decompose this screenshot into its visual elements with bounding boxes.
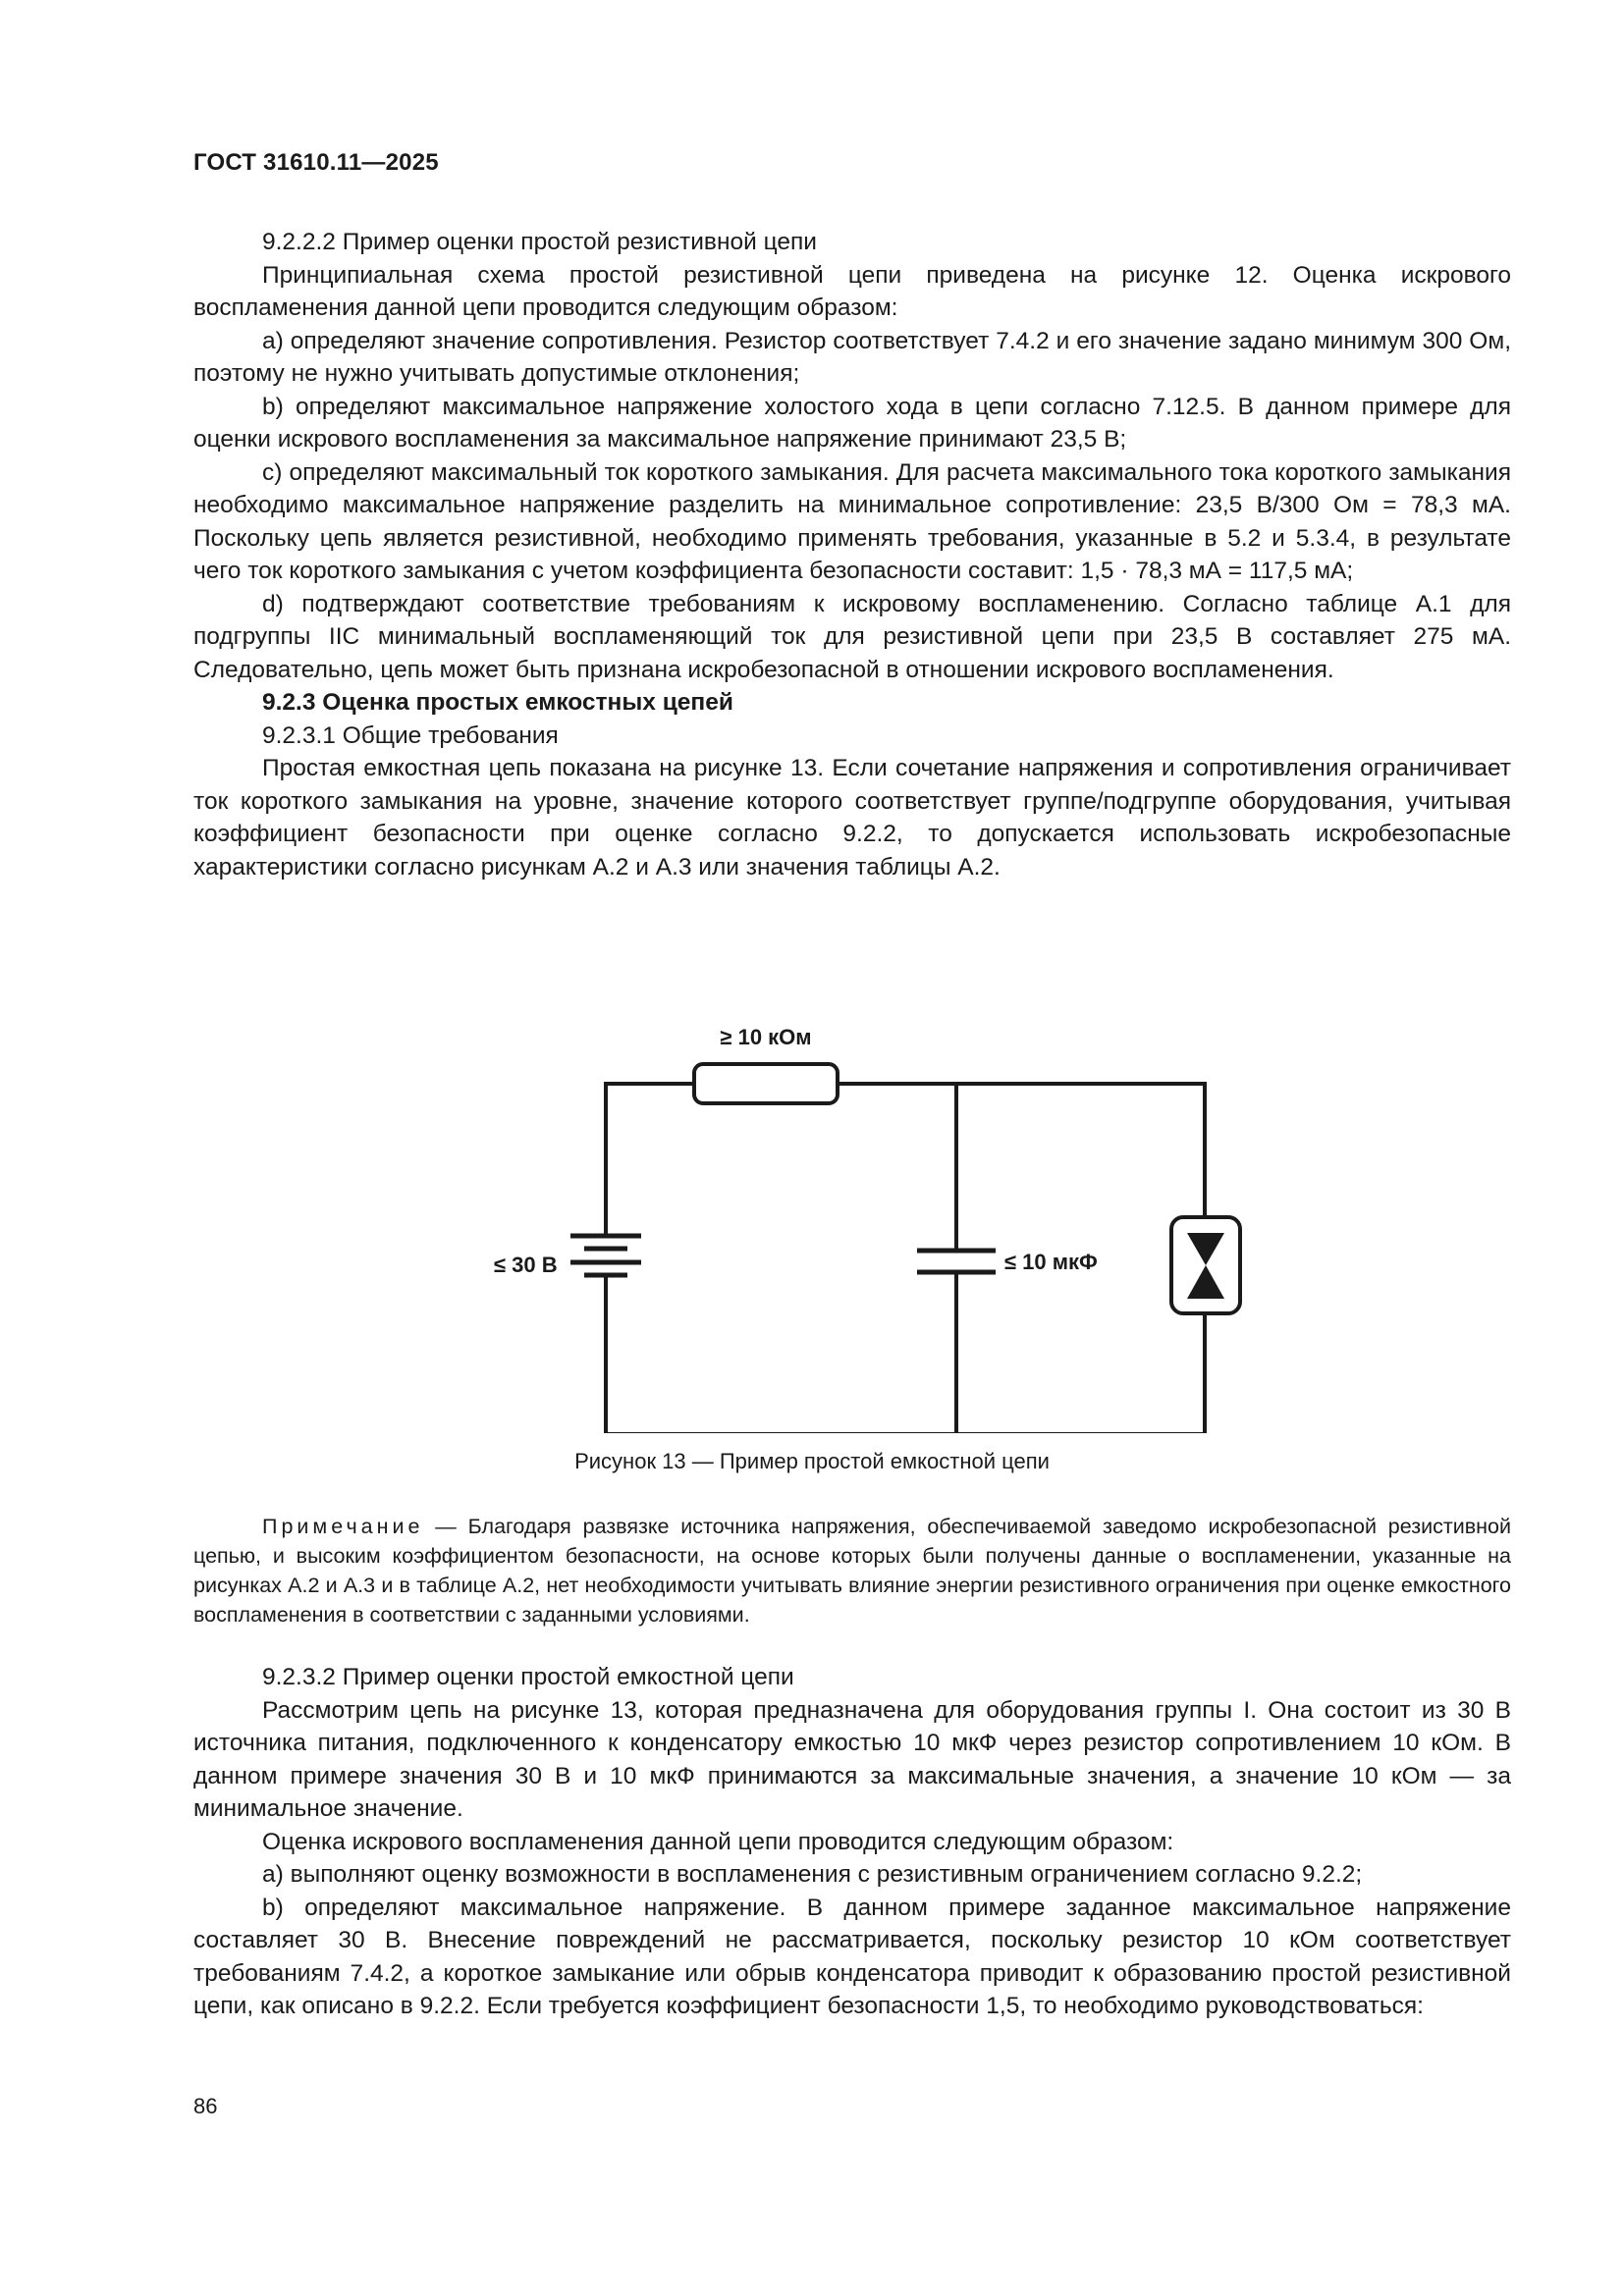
- list-item: c) определяют максимальный ток короткого замыкания. Для расчета максимального тока короткого замыкания необходимо максимальное напряжение разделить на минимальное сопротивление: 23,5 В/300 Ом = 78,3 мА. Поскольку цепь является резистивной, необходимо применять требования, указанные в 5.2 и 5.3.4, в результате чего ток короткого замыкания с учетом коэффициента безопасности составит: 1,5 · 78,3 мА = 117,5 мА;: [193, 458, 1511, 584]
- page-number: 86: [193, 2094, 218, 2118]
- list-item: a) выполняют оценку возможности в воспламенения с резистивным ограничением согласно 9.2.2;: [262, 1861, 1363, 1888]
- note-text: — Благодаря развязке источника напряжения, обеспечиваемой заведомо искробезопасной резистивной цепью, и высоким коэффициентом безопасности, на основе которых были получены данные о воспламенении, указанные на рисунках А.2 и А.3 и в таблице А.2, нет необходимости учитывать влияние энергии резистивного ограничения при оценке емкостного воспламенения в соответствии с заданными условиями.: [193, 1515, 1511, 1627]
- document-header: ГОСТ 31610.11—2025: [193, 149, 439, 176]
- battery-symbol: [570, 1236, 641, 1275]
- section-capacitive-example: [193, 1661, 1511, 2023]
- paragraph: Рассмотрим цепь на рисунке 13, которая предназначена для оборудования группы I. Она состоит из 30 В источника питания, подключенного к конденсатору емкостью 10 мкФ через резистор сопротивлением 10 кОм. В данном примере значения 30 В и 10 мкФ принимаются за максимальные значения, а значение 10 кОм — за минимальное значение.: [193, 1696, 1511, 1822]
- note-label: Примечание: [262, 1515, 424, 1538]
- subsection-title: 9.2.3.2 Пример оценки простой емкостной цепи: [262, 1664, 794, 1690]
- paragraph: Простая емкостная цепь показана на рисунке 13. Если сочетание напряжения и сопротивления ограничивает ток короткого замыкания на уровне, значение которого соответствует группе/подгруппе оборудования, учитывая коэффициент безопасности при оценке согласно 9.2.2, то допускается использовать искробезопасные характеристики согласно рисункам А.2 и А.3 или значения таблицы А.2.: [193, 755, 1511, 881]
- circuit-diagram: [432, 991, 1247, 1433]
- resistor-symbol: [694, 1064, 838, 1103]
- capacitor-symbol: [917, 1251, 996, 1272]
- subsection-title: 9.2.2.2 Пример оценки простой резистивной цепи: [262, 229, 817, 255]
- section-resistive-example: [193, 226, 1511, 883]
- list-item: d) подтверждают соответствие требованиям к искровому воспламенению. Согласно таблице А.1 для подгруппы IIC минимальный воспламеняющий ток для резистивной цепи при 23,5 В составляет 275 мА. Следовательно, цепь может быть признана искробезопасной в отношении искрового воспламенения.: [193, 590, 1511, 683]
- capacitor-label: ≤ 10 мкФ: [1004, 1250, 1098, 1274]
- note-block: [193, 1512, 1511, 1629]
- list-item: b) определяют максимальное напряжение. В данном примере заданное максимальное напряжение составляет 30 В. Внесение повреждений не рассматривается, поскольку резистор 10 кОм соответствует требованиям 7.4.2, а короткое замыкание или обрыв конденсатора приводит к образованию простой резистивной цепи, как описано в 9.2.2. Если требуется коэффициент безопасности 1,5, то необходимо руководствоваться:: [193, 1894, 1511, 2019]
- paragraph: Принципиальная схема простой резистивной цепи приведена на рисунке 12. Оценка искрового воспламенения данной цепи проводится следующим образом:: [193, 261, 1511, 321]
- paragraph: Оценка искрового воспламенения данной цепи проводится следующим образом:: [262, 1828, 1174, 1855]
- subsection-title: 9.2.3.1 Общие требования: [262, 721, 559, 749]
- resistor-label: ≥ 10 кОм: [720, 1025, 812, 1049]
- list-item: a) определяют значение сопротивления. Резистор соответствует 7.4.2 и его значение задано минимум 300 Ом, поэтому не нужно учитывать допустимые отклонения;: [193, 327, 1511, 387]
- section-heading: 9.2.3 Оценка простых емкостных цепей: [262, 689, 733, 716]
- figure-caption: Рисунок 13 — Пример простой емкостной цепи: [574, 1449, 1050, 1473]
- list-item: b) определяют максимальное напряжение холостого хода в цепи согласно 7.12.5. В данном примере для оценки искрового воспламенения за максимальное напряжение принимают 23,5 В;: [193, 393, 1511, 453]
- voltage-label: ≤ 30 В: [494, 1253, 558, 1277]
